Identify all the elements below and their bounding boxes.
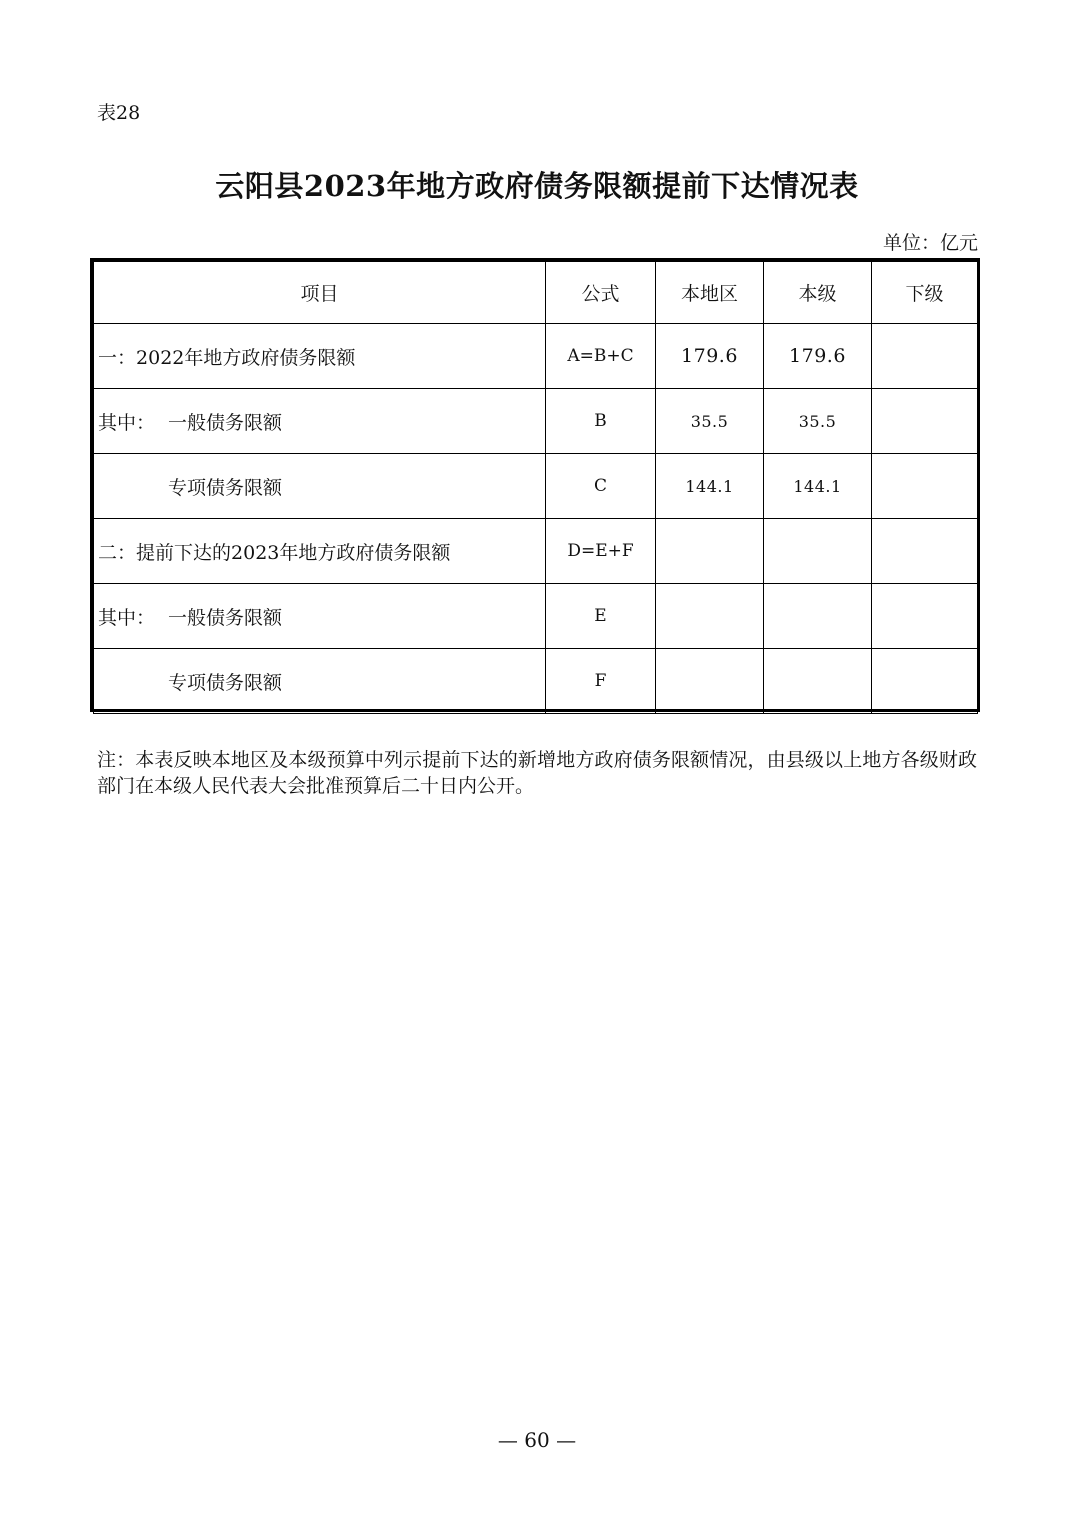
debt-limit-table-container — [90, 258, 980, 712]
row-local-value: 179.6 — [656, 324, 764, 389]
row-prefix: 二： — [98, 541, 137, 564]
unit-label: 单位：亿元 — [882, 232, 978, 254]
row-same-level-value — [764, 519, 872, 584]
row-item-cell — [94, 649, 546, 714]
row-local-value — [656, 649, 764, 714]
row-lower-level-value — [872, 649, 978, 714]
table-note: 注：本表反映本地区及本级预算中列示提前下达的新增地方政府债务限额情况，由县级以上地方各级财政部门在本级人民代表大会批准预算后二十日内公开。 — [97, 749, 977, 797]
row-prefix: 其中： — [98, 411, 156, 434]
row-item-label: 一般债务限额 — [168, 411, 283, 434]
table-row — [94, 324, 978, 389]
page-title: 云阳县2023年地方政府债务限额提前下达情况表 — [215, 169, 859, 203]
row-item-cell — [94, 454, 546, 519]
row-item-label: 2022年地方政府债务限额 — [136, 346, 356, 369]
column-header-formula: 公式 — [546, 262, 656, 324]
row-local-value — [656, 519, 764, 584]
row-formula: C — [546, 454, 656, 519]
row-same-level-value: 179.6 — [764, 324, 872, 389]
page-number: — 60 — — [497, 1428, 577, 1452]
row-item-cell — [94, 389, 546, 454]
row-formula: D=E+F — [546, 519, 656, 584]
row-item-label: 一般债务限额 — [168, 606, 283, 629]
column-header-same-level: 本级 — [764, 262, 872, 324]
table-header-row — [94, 262, 978, 324]
table-row — [94, 584, 978, 649]
row-item-cell — [94, 519, 546, 584]
table-row — [94, 389, 978, 454]
debt-limit-table — [93, 261, 978, 714]
row-prefix: 其中： — [98, 606, 156, 629]
row-same-level-value: 35.5 — [764, 389, 872, 454]
row-same-level-value: 144.1 — [764, 454, 872, 519]
row-formula: A=B+C — [546, 324, 656, 389]
row-prefix: 一： — [98, 346, 137, 369]
row-lower-level-value — [872, 454, 978, 519]
table-number: 表28 — [97, 102, 141, 124]
row-item-label: 专项债务限额 — [168, 671, 283, 694]
column-header-local: 本地区 — [656, 262, 764, 324]
row-formula: B — [546, 389, 656, 454]
row-lower-level-value — [872, 389, 978, 454]
table-row — [94, 649, 978, 714]
table-row — [94, 454, 978, 519]
row-item-label: 专项债务限额 — [168, 476, 283, 499]
row-formula: F — [546, 649, 656, 714]
row-lower-level-value — [872, 584, 978, 649]
table-row — [94, 519, 978, 584]
row-same-level-value — [764, 584, 872, 649]
row-item-cell — [94, 584, 546, 649]
row-same-level-value — [764, 649, 872, 714]
row-local-value: 144.1 — [656, 454, 764, 519]
column-header-item: 项目 — [94, 262, 546, 324]
row-local-value — [656, 584, 764, 649]
column-header-lower-level: 下级 — [872, 262, 978, 324]
row-lower-level-value — [872, 519, 978, 584]
row-item-label: 提前下达的2023年地方政府债务限额 — [136, 541, 451, 564]
row-formula: E — [546, 584, 656, 649]
row-lower-level-value — [872, 324, 978, 389]
row-item-cell — [94, 324, 546, 389]
row-local-value: 35.5 — [656, 389, 764, 454]
